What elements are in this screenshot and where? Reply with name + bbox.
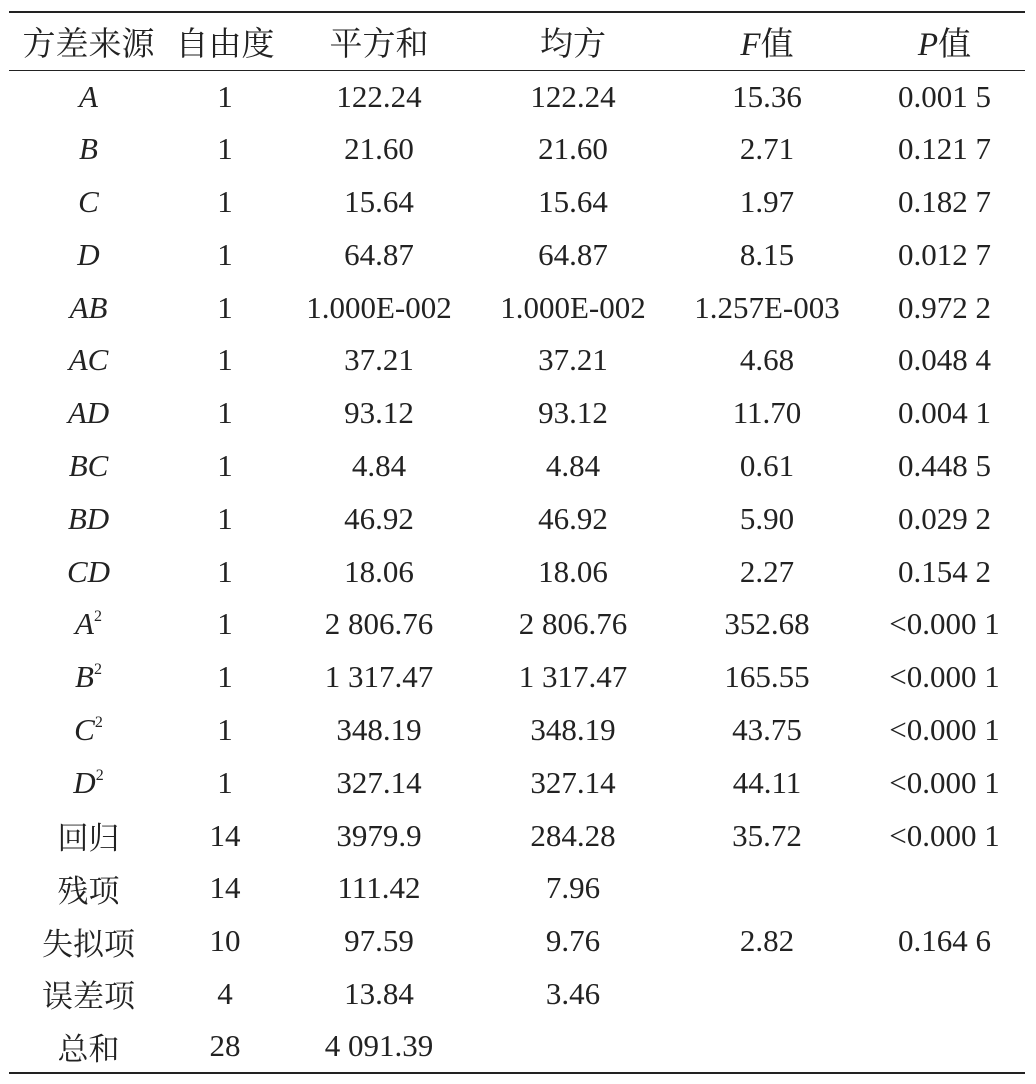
f-value-cell: 1.97 xyxy=(739,183,795,219)
sum-of-squares-cell: 4.84 xyxy=(351,447,407,483)
p-value-cell xyxy=(864,1020,1025,1073)
header-p xyxy=(864,12,1025,70)
table-row xyxy=(9,862,1025,915)
p-value-cell: 0.154 2 xyxy=(898,553,991,589)
f-value-cell xyxy=(670,1020,864,1073)
p-value-cell: 0.012 7 xyxy=(898,236,991,272)
header-f-suffix: 值 xyxy=(760,26,794,63)
table-row xyxy=(9,545,1025,598)
header-row xyxy=(9,12,1025,70)
f-value-cell xyxy=(670,968,864,1021)
source-label: A xyxy=(79,78,98,114)
source-exponent: 2 xyxy=(95,766,104,784)
header-ss: 平方和 xyxy=(282,12,476,70)
f-value-cell: 2.82 xyxy=(739,923,795,959)
table-row xyxy=(9,1020,1025,1073)
sum-of-squares-cell: 2 806.76 xyxy=(324,606,434,642)
f-value-cell: 11.70 xyxy=(732,395,802,431)
p-value-cell: 0.048 4 xyxy=(898,342,991,378)
table-row xyxy=(9,123,1025,176)
mean-square-cell: 122.24 xyxy=(530,78,616,114)
f-value-cell: 43.75 xyxy=(732,711,802,747)
df-cell: 1 xyxy=(217,764,233,800)
f-value-cell: 2.71 xyxy=(739,131,795,167)
table-row xyxy=(9,387,1025,440)
f-value-cell xyxy=(670,862,864,915)
source-label: BC xyxy=(68,447,109,483)
f-value-cell: 1.257E-003 xyxy=(694,289,840,325)
source-label: 失拟项 xyxy=(42,926,135,962)
mean-square-cell: 15.64 xyxy=(538,183,608,219)
sum-of-squares-cell: 327.14 xyxy=(336,764,422,800)
source-label: AB xyxy=(69,289,108,325)
source-cell xyxy=(9,281,168,334)
df-cell: 1 xyxy=(217,78,233,114)
df-cell: 10 xyxy=(209,923,241,959)
df-cell: 1 xyxy=(217,183,233,219)
sum-of-squares-cell: 37.21 xyxy=(344,342,414,378)
sum-of-squares-cell: 3979.9 xyxy=(336,817,422,853)
table-row xyxy=(9,968,1025,1021)
source-label: AC xyxy=(68,342,109,378)
source-cell xyxy=(9,334,168,387)
sum-of-squares-cell: 13.84 xyxy=(344,975,414,1011)
p-value-cell xyxy=(864,862,1025,915)
sum-of-squares-cell: 18.06 xyxy=(344,553,414,589)
source-label: 回归 xyxy=(57,821,120,857)
source-label: BD xyxy=(67,500,110,536)
table-row xyxy=(9,334,1025,387)
f-value-cell: 4.68 xyxy=(739,342,795,378)
table-row xyxy=(9,228,1025,281)
source-cell xyxy=(9,1020,168,1073)
table-row xyxy=(9,281,1025,334)
table-row xyxy=(9,809,1025,862)
header-ms: 均方 xyxy=(476,12,670,70)
mean-square-cell: 18.06 xyxy=(538,553,608,589)
anova-table xyxy=(9,11,1025,1074)
source-exponent: 2 xyxy=(93,661,102,679)
mean-square-cell: 37.21 xyxy=(538,342,608,378)
mean-square-cell: 93.12 xyxy=(538,395,608,431)
mean-square-cell: 284.28 xyxy=(530,817,616,853)
f-value-cell: 2.27 xyxy=(739,553,795,589)
table-body xyxy=(9,70,1025,1073)
table-row xyxy=(9,440,1025,493)
source-label: A xyxy=(75,606,94,642)
source-cell xyxy=(9,651,168,704)
source-cell xyxy=(9,862,168,915)
mean-square-cell: 21.60 xyxy=(538,131,608,167)
p-value-cell: 0.448 5 xyxy=(898,447,991,483)
header-f xyxy=(670,12,864,70)
table-row xyxy=(9,176,1025,229)
sum-of-squares-cell: 97.59 xyxy=(344,923,414,959)
df-cell: 1 xyxy=(217,236,233,272)
p-value-cell: <0.000 1 xyxy=(889,817,1000,853)
source-exponent: 2 xyxy=(93,608,102,626)
p-value-cell: <0.000 1 xyxy=(889,606,1000,642)
f-value-cell: 35.72 xyxy=(732,817,802,853)
df-cell: 28 xyxy=(168,1020,282,1073)
df-cell: 1 xyxy=(217,395,233,431)
sum-of-squares-cell: 93.12 xyxy=(344,395,414,431)
mean-square-cell: 1 317.47 xyxy=(518,659,628,695)
sum-of-squares-cell: 21.60 xyxy=(344,131,414,167)
p-value-cell: 0.004 1 xyxy=(898,395,991,431)
header-df: 自由度 xyxy=(168,12,282,70)
source-label: AD xyxy=(67,395,110,431)
p-value-cell: 0.164 6 xyxy=(898,923,991,959)
mean-square-cell: 7.96 xyxy=(545,870,601,906)
p-value-cell: 0.972 2 xyxy=(898,289,991,325)
source-cell xyxy=(9,809,168,862)
df-cell: 1 xyxy=(217,342,233,378)
sum-of-squares-cell: 111.42 xyxy=(337,870,421,906)
source-label: 残项 xyxy=(57,873,120,909)
source-cell xyxy=(9,598,168,651)
table-row xyxy=(9,492,1025,545)
table-row xyxy=(9,756,1025,809)
f-value-cell: 165.55 xyxy=(724,659,810,695)
source-cell xyxy=(9,387,168,440)
p-value-cell: <0.000 1 xyxy=(889,711,1000,747)
source-label: 总和 xyxy=(57,1031,120,1067)
source-label: 误差项 xyxy=(42,979,135,1015)
source-cell xyxy=(9,228,168,281)
p-value-cell: 0.029 2 xyxy=(898,500,991,536)
mean-square-cell: 327.14 xyxy=(530,764,616,800)
source-cell xyxy=(9,176,168,229)
source-cell xyxy=(9,440,168,493)
sum-of-squares-cell: 46.92 xyxy=(344,500,414,536)
source-cell xyxy=(9,545,168,598)
source-label: D xyxy=(73,764,96,800)
p-value-cell: 0.121 7 xyxy=(898,131,991,167)
source-cell xyxy=(9,123,168,176)
table-row xyxy=(9,915,1025,968)
f-value-cell: 8.15 xyxy=(739,236,795,272)
sum-of-squares-cell: 4 091.39 xyxy=(282,1020,476,1073)
source-label: C xyxy=(78,183,99,219)
source-cell xyxy=(9,915,168,968)
mean-square-cell: 1.000E-002 xyxy=(500,289,646,325)
header-p-suffix: 值 xyxy=(938,26,972,63)
sum-of-squares-cell: 348.19 xyxy=(336,711,422,747)
header-f-symbol: F xyxy=(740,26,761,63)
f-value-cell: 0.61 xyxy=(739,447,795,483)
p-value-cell xyxy=(864,968,1025,1021)
f-value-cell: 352.68 xyxy=(724,606,810,642)
df-cell: 1 xyxy=(217,500,233,536)
mean-square-cell: 46.92 xyxy=(538,500,608,536)
sum-of-squares-cell: 1.000E-002 xyxy=(306,289,452,325)
source-label: C xyxy=(74,711,95,747)
sum-of-squares-cell: 15.64 xyxy=(344,183,414,219)
source-label: CD xyxy=(66,553,111,589)
header-source: 方差来源 xyxy=(9,12,168,70)
header-p-symbol: P xyxy=(917,26,939,63)
f-value-cell: 15.36 xyxy=(732,78,802,114)
source-label: B xyxy=(75,659,94,695)
df-cell: 1 xyxy=(217,131,233,167)
df-cell: 1 xyxy=(217,553,233,589)
f-value-cell: 5.90 xyxy=(739,500,795,536)
mean-square-cell: 9.76 xyxy=(545,923,601,959)
source-cell xyxy=(9,704,168,757)
mean-square-cell: 2 806.76 xyxy=(518,606,628,642)
table-header xyxy=(9,12,1025,70)
df-cell: 1 xyxy=(217,711,233,747)
df-cell: 1 xyxy=(217,606,233,642)
source-exponent: 2 xyxy=(94,713,103,731)
df-cell: 1 xyxy=(217,659,233,695)
p-value-cell: 0.001 5 xyxy=(898,78,991,114)
f-value-cell: 44.11 xyxy=(732,764,802,800)
table-row xyxy=(9,70,1025,123)
table-row xyxy=(9,704,1025,757)
mean-square-cell: 64.87 xyxy=(538,236,608,272)
sum-of-squares-cell: 122.24 xyxy=(336,78,422,114)
table-row xyxy=(9,651,1025,704)
p-value-cell: 0.182 7 xyxy=(898,183,991,219)
source-cell xyxy=(9,756,168,809)
p-value-cell: <0.000 1 xyxy=(889,659,1000,695)
source-label: D xyxy=(77,236,100,272)
source-cell xyxy=(9,492,168,545)
sum-of-squares-cell: 1 317.47 xyxy=(324,659,434,695)
source-cell xyxy=(9,968,168,1021)
source-cell xyxy=(9,70,168,123)
sum-of-squares-cell: 64.87 xyxy=(344,236,414,272)
df-cell: 14 xyxy=(209,870,241,906)
mean-square-cell: 4.84 xyxy=(545,447,601,483)
df-cell: 1 xyxy=(217,447,233,483)
mean-square-cell: 348.19 xyxy=(530,711,616,747)
df-cell: 4 xyxy=(217,975,233,1011)
mean-square-cell: 3.46 xyxy=(545,975,601,1011)
df-cell: 1 xyxy=(217,289,233,325)
table-row xyxy=(9,598,1025,651)
df-cell: 14 xyxy=(209,817,241,853)
mean-square-cell xyxy=(476,1020,670,1073)
p-value-cell: <0.000 1 xyxy=(889,764,1000,800)
source-label: B xyxy=(79,131,98,167)
